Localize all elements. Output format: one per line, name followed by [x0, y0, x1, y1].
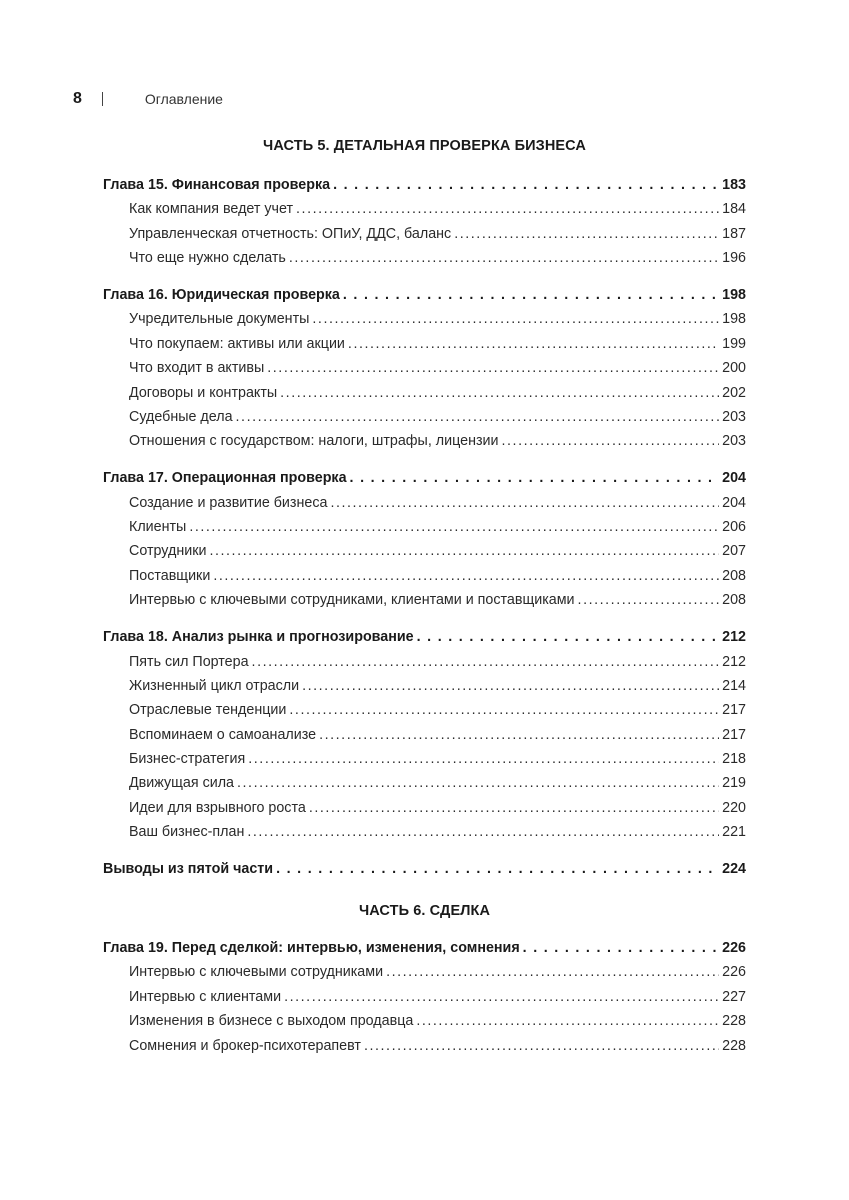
toc-page-number: 219 — [722, 775, 746, 792]
dot-leader — [330, 491, 719, 515]
dot-leader — [213, 564, 719, 588]
toc-section-label: Бизнес-стратегия — [129, 751, 246, 768]
toc-page-number: 187 — [722, 225, 746, 242]
toc-page-number: 198 — [722, 287, 746, 304]
toc-section-entry[interactable] — [103, 222, 746, 246]
toc-part-5 — [103, 135, 746, 894]
toc-section-entry[interactable] — [103, 405, 746, 429]
toc-page-number: 228 — [722, 1013, 746, 1030]
toc-section-entry[interactable] — [103, 723, 746, 747]
dot-leader — [280, 381, 719, 405]
toc-section-entry[interactable] — [103, 747, 746, 771]
toc-page-number: 208 — [722, 592, 746, 609]
dot-leader — [309, 796, 719, 820]
toc-page-number: 206 — [722, 519, 746, 536]
dot-leader — [312, 307, 719, 331]
dot-leader — [252, 650, 720, 674]
dot-leader — [348, 332, 719, 356]
toc-section-label: Пять сил Портера — [129, 653, 249, 670]
toc-page-number: 199 — [722, 335, 746, 352]
toc-page-number: 183 — [722, 177, 746, 193]
dot-leader — [523, 936, 719, 960]
toc-section-entry[interactable] — [103, 820, 746, 844]
toc-section-label: Отраслевые тенденции — [129, 702, 287, 719]
chapter-17 — [103, 466, 746, 612]
toc-section-entry[interactable] — [103, 356, 746, 380]
toc-section-label: Отношения с государством: налоги, штрафы, лицензии — [129, 433, 499, 450]
toc-section-label: Интервью с клиентами — [129, 988, 282, 1005]
toc-section-label: Учредительные документы — [129, 311, 310, 328]
dot-leader — [289, 698, 719, 722]
toc-chapter-label: Глава 19. Перед сделкой: интервью, изменения, сомнения — [103, 940, 520, 956]
toc-chapter-label: Глава 15. Финансовая проверка — [103, 177, 331, 193]
toc-page-number: 212 — [722, 653, 746, 670]
toc-page-number: 220 — [722, 799, 746, 816]
dot-leader — [276, 857, 719, 881]
toc-section-entry[interactable] — [103, 985, 746, 1009]
part-title: ЧАСТЬ 5. ДЕТАЛЬНАЯ ПРОВЕРКА БИЗНЕСА — [263, 138, 586, 154]
toc-section-entry[interactable] — [103, 960, 746, 984]
toc-section-label: Как компания ведет учет — [129, 201, 294, 218]
toc-page-number: 227 — [722, 988, 746, 1005]
toc-section-label: Что покупаем: активы или акции — [129, 335, 345, 352]
toc-page-number: 200 — [722, 360, 746, 377]
toc-section-label: Вспоминаем о самоанализе — [129, 726, 317, 743]
toc-section-entry[interactable] — [103, 515, 746, 539]
dot-leader — [319, 723, 719, 747]
toc-section-entry[interactable] — [103, 588, 746, 612]
dot-leader — [454, 222, 719, 246]
toc-section-label: Судебные дела — [129, 409, 233, 426]
header-separator — [102, 92, 103, 106]
toc-section-label: Жизненный цикл отрасли — [129, 677, 300, 694]
toc-chapter-label: Глава 16. Юридическая проверка — [103, 287, 340, 304]
chapter-16 — [103, 283, 746, 454]
part-5-conclusions — [103, 857, 746, 881]
running-title: Оглавление — [144, 91, 223, 107]
toc-chapter-label: Выводы из пятой части — [103, 861, 274, 878]
toc-section-label: Поставщики — [129, 567, 211, 584]
dot-leader — [296, 197, 719, 221]
toc-section-entry[interactable] — [103, 1009, 746, 1033]
toc-section-label: Ваш бизнес-план — [129, 824, 245, 841]
toc-section-entry[interactable] — [103, 564, 746, 588]
toc-section-label: Сотрудники — [129, 543, 207, 560]
toc-section-entry[interactable] — [103, 1034, 746, 1058]
toc-page-number: 214 — [722, 677, 746, 694]
toc-section-entry[interactable] — [103, 332, 746, 356]
toc-chapter-entry[interactable] — [103, 466, 746, 490]
dot-leader — [502, 429, 720, 453]
toc-section-label: Идеи для взрывного роста — [129, 799, 306, 816]
dot-leader — [237, 771, 719, 795]
toc-section-entry[interactable] — [103, 650, 746, 674]
toc-chapter-entry[interactable] — [103, 283, 746, 307]
toc-section-label: Движущая сила — [129, 775, 234, 792]
toc-section-entry[interactable] — [103, 698, 746, 722]
dot-leader — [247, 820, 719, 844]
dot-leader — [189, 515, 719, 539]
dot-leader — [386, 960, 719, 984]
toc-page-number: 204 — [722, 494, 746, 511]
toc-chapter-entry[interactable] — [103, 936, 746, 960]
toc-section-entry[interactable] — [103, 491, 746, 515]
toc-section-entry[interactable] — [103, 307, 746, 331]
page-header — [73, 88, 223, 110]
dot-leader — [248, 747, 719, 771]
dot-leader — [209, 539, 719, 563]
dot-leader — [364, 1034, 719, 1058]
toc-section-entry[interactable] — [103, 539, 746, 563]
toc-section-entry[interactable] — [103, 771, 746, 795]
toc-section-label: Интервью с ключевыми сотрудниками, клиентами и поставщиками — [129, 592, 575, 609]
toc-section-label: Сомнения и брокер-психотерапевт — [129, 1037, 361, 1054]
toc-section-entry[interactable] — [103, 796, 746, 820]
dot-leader — [417, 625, 720, 649]
toc-section-label: Интервью с ключевыми сотрудниками — [129, 964, 384, 981]
toc-page-number: 226 — [722, 964, 746, 981]
toc-page-number: 226 — [722, 940, 746, 956]
dot-leader — [289, 246, 719, 270]
toc-section-label: Изменения в бизнесе с выходом продавца — [129, 1013, 414, 1030]
toc-page-number: 207 — [722, 543, 746, 560]
toc-chapter-label: Глава 17. Операционная проверка — [103, 470, 347, 487]
toc-section-label: Создание и развитие бизнеса — [129, 494, 328, 511]
toc-page-number: 217 — [722, 702, 746, 719]
toc-page-number: 202 — [722, 384, 746, 401]
chapter-15 — [103, 173, 746, 271]
chapter-18 — [103, 625, 746, 845]
toc-page-number: 228 — [722, 1037, 746, 1054]
toc-part-6 — [103, 900, 746, 1070]
dot-leader — [350, 466, 720, 490]
toc-section-label: Договоры и контракты — [129, 384, 278, 401]
toc-page-number: 198 — [722, 311, 746, 328]
toc-section-entry[interactable] — [103, 674, 746, 698]
toc-chapter-entry[interactable] — [103, 625, 746, 649]
toc-section-entry[interactable] — [103, 381, 746, 405]
toc-section-label: Что еще нужно сделать — [129, 250, 286, 267]
toc-section-entry[interactable] — [103, 429, 746, 453]
toc-page-number: 224 — [722, 861, 746, 878]
dot-leader — [302, 674, 719, 698]
toc-page-number: 196 — [722, 250, 746, 267]
toc-page-number: 204 — [722, 470, 746, 487]
toc-page-number: 217 — [722, 726, 746, 743]
toc-chapter-entry[interactable] — [103, 173, 746, 197]
toc-section-entry[interactable] — [103, 246, 746, 270]
dot-leader — [416, 1009, 719, 1033]
toc-page-number: 221 — [722, 824, 746, 841]
dot-leader — [284, 985, 719, 1009]
toc-chapter-entry[interactable] — [103, 857, 746, 881]
toc-section-label: Что входит в активы — [129, 360, 265, 377]
dot-leader — [578, 588, 720, 612]
toc-page-number: 208 — [722, 567, 746, 584]
toc-page-number: 203 — [722, 433, 746, 450]
toc-page-number: 203 — [722, 409, 746, 426]
toc-page-number: 218 — [722, 751, 746, 768]
toc-page-number: 184 — [722, 201, 746, 218]
chapter-19 — [103, 936, 746, 1058]
toc-page-number: 212 — [722, 629, 746, 646]
dot-leader — [236, 405, 720, 429]
toc-chapter-label: Глава 18. Анализ рынка и прогнозирование — [103, 629, 414, 646]
page-number: 8 — [73, 90, 82, 107]
dot-leader — [343, 283, 719, 307]
toc-section-label: Управленческая отчетность: ОПиУ, ДДС, баланс — [129, 225, 452, 242]
dot-leader — [267, 356, 719, 380]
dot-leader — [333, 173, 719, 197]
toc-section-label: Клиенты — [129, 519, 187, 536]
part-title: ЧАСТЬ 6. СДЕЛКА — [358, 903, 491, 919]
toc-section-entry[interactable] — [103, 197, 746, 221]
